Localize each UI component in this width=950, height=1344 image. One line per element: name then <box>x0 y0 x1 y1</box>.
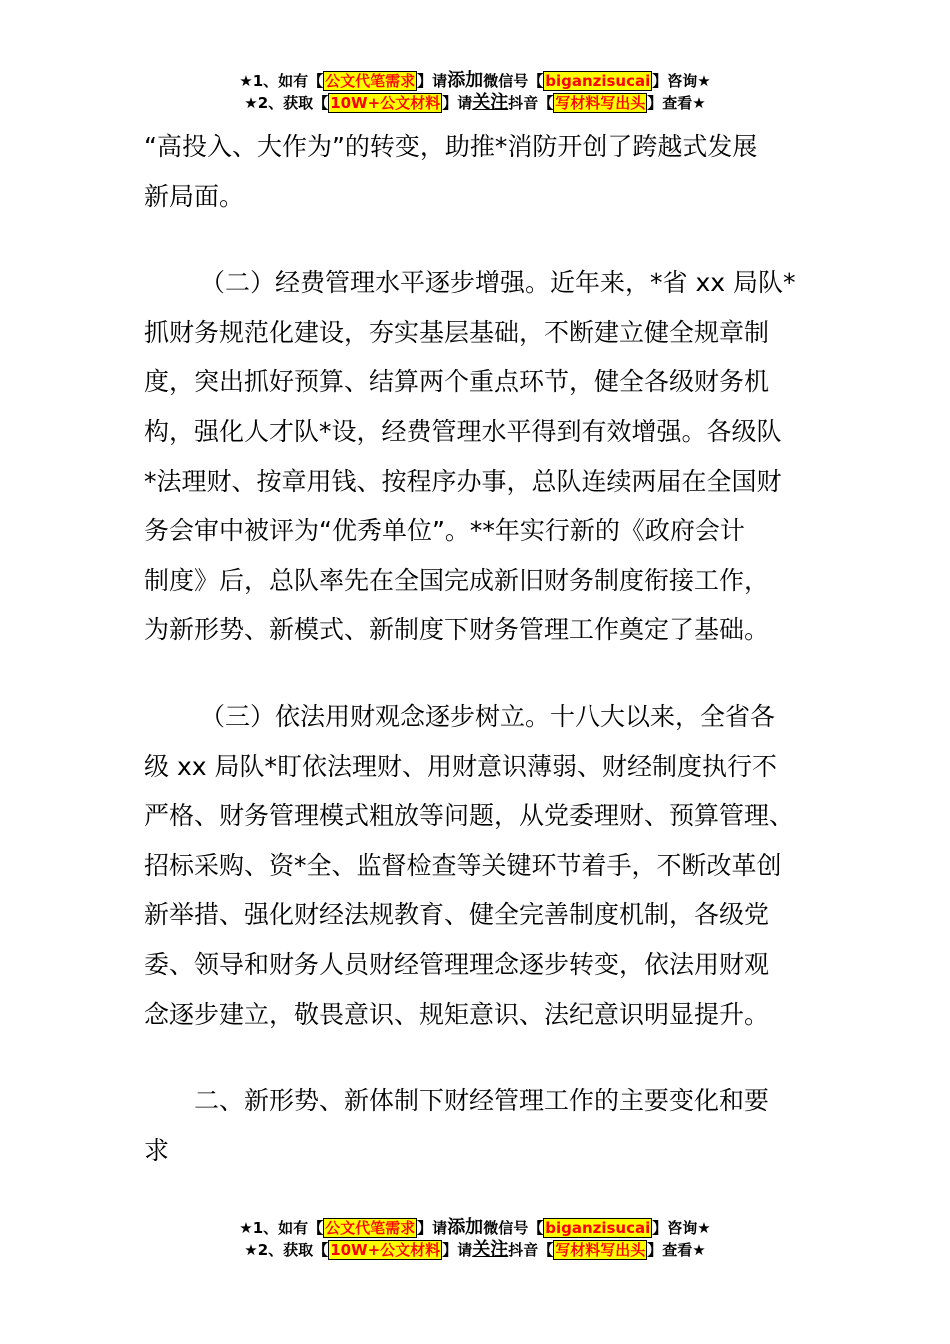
text-line: *法理财、按章用钱、按程序办事，总队连续两届在全国财 <box>144 466 782 496</box>
banner-line-1 <box>0 70 950 92</box>
banner-line-2 <box>0 92 950 114</box>
text-line: 制度》后，总队率先在全国完成新旧财务制度衔接工作， <box>144 565 770 595</box>
banner-highlight: 10W+公文材料 <box>330 1241 441 1259</box>
banner-highlight: 写材料写出头 <box>555 94 646 112</box>
banner-text: 】查看★ <box>647 1241 706 1259</box>
banner-text: 】请 <box>417 1219 448 1237</box>
banner-text: 】请 <box>417 72 448 90</box>
text-line: 抓财务规范化建设，夯实基层基础，不断建立健全规章制 <box>144 317 770 347</box>
banner-highlight: biganzisucai <box>545 1219 651 1237</box>
text-line: 委、领导和财务人员财经管理理念逐步转变，依法用财观 <box>144 949 770 979</box>
banner-text: 】查看★ <box>647 94 706 112</box>
paragraph-continued <box>144 122 806 221</box>
banner-emphasis: 关注 <box>472 1239 509 1260</box>
banner-text: 】请 <box>442 1241 473 1259</box>
banner-highlight: 公文代笔需求 <box>325 1219 416 1237</box>
banner-line-1 <box>0 1217 950 1239</box>
banner-highlight: biganzisucai <box>545 72 651 90</box>
text-line: 招标采购、资*全、监督检查等关键环节着手，不断改革创 <box>144 850 782 880</box>
banner-text: ★2、获取【 <box>244 1241 329 1259</box>
text-line: （三）依法用财观念逐步树立。十八大以来，全省各 <box>200 701 776 731</box>
banner-text: 微信号【 <box>483 72 544 90</box>
banner-text: 】咨询★ <box>652 72 711 90</box>
banner-text: 】请 <box>442 94 473 112</box>
paragraph-section-3 <box>144 692 806 1039</box>
banner-highlight: 写材料写出头 <box>555 1241 646 1259</box>
banner-emphasis: 关注 <box>472 92 509 113</box>
text-line: 度，突出抓好预算、结算两个重点环节，健全各级财务机 <box>144 367 770 397</box>
text-line: 新举措、强化财经法规教育、健全完善制度机制，各级党 <box>144 900 770 930</box>
text-line: 严格、财务管理模式粗放等问题，从党委理财、预算管理、 <box>144 801 795 831</box>
banner-text: 】咨询★ <box>652 1219 711 1237</box>
banner-text: ★1、如有【 <box>239 72 324 90</box>
text-line: “高投入、大作为”的转变，助推*消防开创了跨越式发展 <box>144 132 758 161</box>
header-banner <box>0 70 950 114</box>
banner-text: 微信号【 <box>483 1219 544 1237</box>
banner-highlight: 公文代笔需求 <box>325 72 416 90</box>
text-line: 级 xx 局队*盯依法理财、用财意识薄弱、财经制度执行不 <box>144 751 777 781</box>
banner-emphasis: 添加 <box>447 1217 484 1238</box>
banner-emphasis: 添加 <box>447 70 484 91</box>
banner-text: 抖音【 <box>508 94 554 112</box>
text-line: 念逐步建立，敬畏意识、规矩意识、法纪意识明显提升。 <box>144 999 770 1029</box>
text-line: 构，强化人才队*设，经费管理水平得到有效增强。各级队 <box>144 416 782 446</box>
heading-line: 二、新形势、新体制下财经管理工作的主要变化和要 <box>194 1086 770 1116</box>
banner-line-2 <box>0 1239 950 1261</box>
document-body <box>144 122 806 1175</box>
text-line: 务会审中被评为“优秀单位”。**年实行新的《政府会计 <box>144 516 745 546</box>
banner-text: ★2、获取【 <box>244 94 329 112</box>
text-line: （二）经费管理水平逐步增强。近年来，*省 xx 局队* <box>200 268 796 298</box>
text-line: 为新形势、新模式、新制度下财务管理工作奠定了基础。 <box>144 615 770 645</box>
banner-highlight: 10W+公文材料 <box>330 94 441 112</box>
banner-text: 抖音【 <box>508 1241 554 1259</box>
text-line: 新局面。 <box>144 181 245 211</box>
paragraph-section-2 <box>144 258 806 655</box>
footer-banner <box>0 1217 950 1261</box>
banner-text: ★1、如有【 <box>239 1219 324 1237</box>
heading-line: 求 <box>144 1135 170 1165</box>
section-heading-2 <box>144 1076 806 1175</box>
